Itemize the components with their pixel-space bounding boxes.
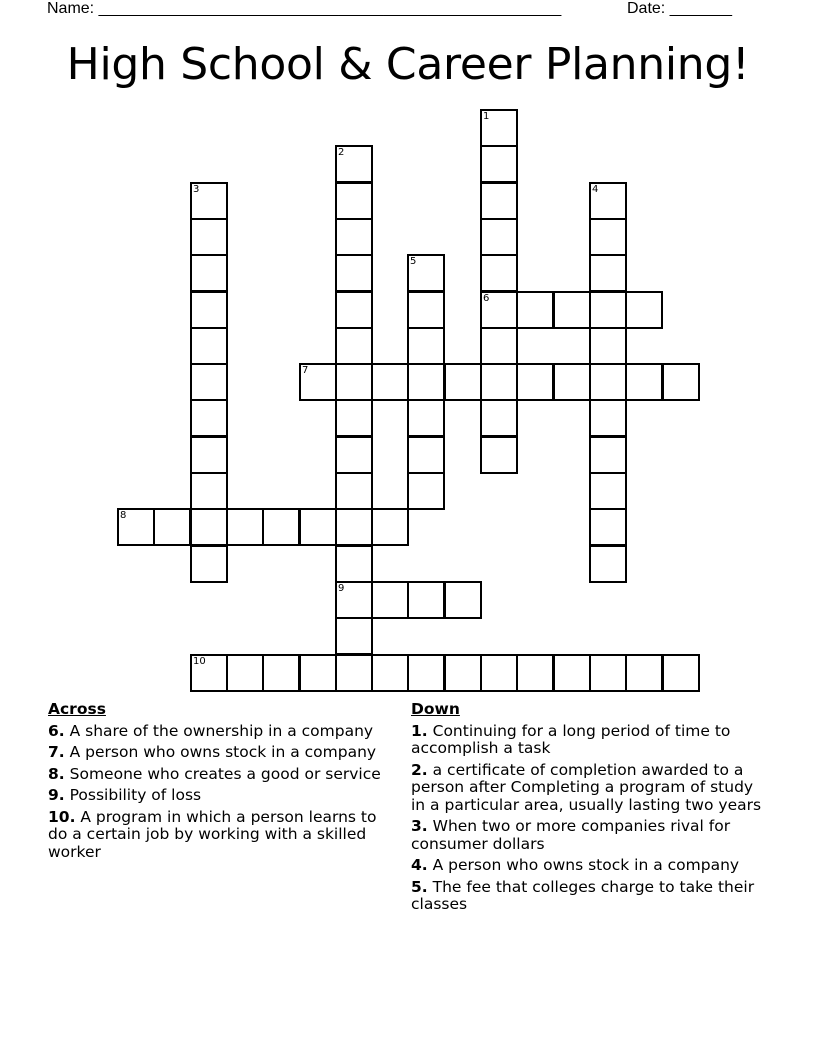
- crossword-cell[interactable]: [335, 545, 373, 583]
- across-clues: [48, 701, 398, 865]
- crossword-cell[interactable]: [625, 291, 663, 329]
- crossword-cell[interactable]: [407, 363, 445, 401]
- crossword-cell[interactable]: [299, 508, 337, 546]
- down-heading: Down: [411, 700, 460, 718]
- crossword-cell[interactable]: [662, 363, 700, 401]
- clue-number: 5: [410, 256, 417, 267]
- crossword-cell[interactable]: [625, 654, 663, 692]
- crossword-cell[interactable]: [407, 654, 445, 692]
- crossword-cell[interactable]: [335, 182, 373, 220]
- clue-across-8: 8. Someone who creates a good or service: [48, 764, 381, 783]
- clue-across-9: 9. Possibility of loss: [48, 786, 202, 804]
- crossword-cell[interactable]: [407, 399, 445, 437]
- clue-number: 3: [193, 184, 200, 195]
- crossword-cell[interactable]: [335, 654, 373, 692]
- crossword-cell[interactable]: [262, 508, 300, 546]
- crossword-cell[interactable]: [190, 472, 228, 510]
- crossword-cell[interactable]: [589, 327, 627, 365]
- crossword-cell[interactable]: [190, 399, 228, 437]
- crossword-cell[interactable]: [480, 218, 518, 256]
- crossword-cell[interactable]: [335, 363, 373, 401]
- crossword-cell[interactable]: [444, 654, 482, 692]
- clue-down-4: 4. A person who owns stock in a company: [411, 856, 740, 874]
- crossword-cell[interactable]: [589, 508, 627, 546]
- clue-number: 1: [483, 111, 490, 122]
- crossword-cell[interactable]: [262, 654, 300, 692]
- page-title: High School & Career Planning!: [66, 39, 750, 90]
- crossword-cell[interactable]: [589, 254, 627, 292]
- crossword-cell[interactable]: [625, 363, 663, 401]
- clue-number: 9: [338, 583, 345, 594]
- crossword-cell[interactable]: [190, 254, 228, 292]
- crossword-cell[interactable]: [553, 363, 591, 401]
- crossword-cell[interactable]: [407, 581, 445, 619]
- crossword-cell[interactable]: [335, 218, 373, 256]
- crossword-cell[interactable]: [335, 327, 373, 365]
- clue-number: 7: [302, 365, 309, 376]
- crossword-cell[interactable]: [299, 363, 337, 401]
- clue-across-7: 7. A person who owns stock in a company: [48, 743, 377, 761]
- crossword-cell[interactable]: [335, 254, 373, 292]
- crossword-cell[interactable]: [444, 363, 482, 401]
- crossword-cell[interactable]: [190, 182, 228, 220]
- crossword-cell[interactable]: [444, 581, 482, 619]
- crossword-cell[interactable]: [553, 291, 591, 329]
- name-field-label: Name: ____________________________________________________: [47, 0, 562, 17]
- clue-number: 8: [120, 510, 127, 521]
- crossword-cell[interactable]: [407, 436, 445, 474]
- crossword-cell[interactable]: [371, 654, 409, 692]
- clue-down-2: 2. a certificate of completion awarded to a person after Completing a program of study in a particular area, usually lasting two years: [411, 760, 762, 814]
- crossword-cell[interactable]: [190, 545, 228, 583]
- clue-number: 6: [483, 293, 490, 304]
- crossword-cell[interactable]: [589, 545, 627, 583]
- crossword-cell[interactable]: [662, 654, 700, 692]
- across-heading: Across: [48, 700, 106, 718]
- crossword-cell[interactable]: [226, 508, 264, 546]
- clue-down-3: 3. When two or more companies rival for consumer dollars: [411, 817, 731, 853]
- crossword-cell[interactable]: [480, 436, 518, 474]
- crossword-cell[interactable]: [480, 327, 518, 365]
- crossword-cell[interactable]: [589, 218, 627, 256]
- crossword-cell[interactable]: [589, 363, 627, 401]
- crossword-cell[interactable]: [190, 654, 228, 692]
- crossword-cell[interactable]: [480, 145, 518, 183]
- crossword-cell[interactable]: [480, 363, 518, 401]
- crossword-cell[interactable]: [480, 109, 518, 147]
- crossword-cell[interactable]: [407, 291, 445, 329]
- crossword-cell[interactable]: [480, 399, 518, 437]
- clue-across-6: 6. A share of the ownership in a company: [48, 721, 374, 740]
- down-clues: [411, 701, 769, 918]
- crossword-cell[interactable]: [335, 617, 373, 655]
- crossword-cell[interactable]: [335, 472, 373, 510]
- crossword-cell[interactable]: [407, 327, 445, 365]
- crossword-cell[interactable]: [371, 581, 409, 619]
- crossword-cell[interactable]: [335, 291, 373, 329]
- crossword-cell[interactable]: [589, 654, 627, 692]
- date-field-label: Date: _______: [627, 0, 732, 17]
- crossword-cell[interactable]: [516, 654, 554, 692]
- crossword-cell[interactable]: [190, 363, 228, 401]
- crossword-cell[interactable]: [190, 508, 228, 546]
- crossword-cell[interactable]: [480, 182, 518, 220]
- crossword-cell[interactable]: [226, 654, 264, 692]
- crossword-cell[interactable]: [371, 508, 409, 546]
- crossword-cell[interactable]: [153, 508, 191, 546]
- crossword-cell[interactable]: [407, 254, 445, 292]
- crossword-cell[interactable]: [516, 363, 554, 401]
- crossword-cell[interactable]: [589, 436, 627, 474]
- crossword-cell[interactable]: [117, 508, 155, 546]
- crossword-cell[interactable]: [589, 472, 627, 510]
- crossword-cell[interactable]: [190, 436, 228, 474]
- crossword-cell[interactable]: [190, 218, 228, 256]
- crossword-cell[interactable]: [480, 291, 518, 329]
- crossword-cell[interactable]: [480, 654, 518, 692]
- clue-down-1: 1. Continuing for a long period of time to accomplish a task: [411, 721, 731, 757]
- clue-number: 2: [338, 147, 345, 158]
- crossword-cell[interactable]: [589, 399, 627, 437]
- crossword-cell[interactable]: [190, 291, 228, 329]
- crossword-cell[interactable]: [190, 327, 228, 365]
- crossword-cell[interactable]: [299, 654, 337, 692]
- clue-number: 10: [193, 656, 206, 667]
- crossword-cell[interactable]: [589, 182, 627, 220]
- crossword-cell[interactable]: [335, 508, 373, 546]
- clue-across-10: 10. A program in which a person learns to do a certain job by working with a skilled worker: [48, 807, 377, 861]
- crossword-cell[interactable]: [407, 472, 445, 510]
- crossword-cell[interactable]: [335, 581, 373, 619]
- crossword-cell[interactable]: [589, 291, 627, 329]
- crossword-cell[interactable]: [480, 254, 518, 292]
- crossword-cell[interactable]: [335, 436, 373, 474]
- crossword-cell[interactable]: [335, 145, 373, 183]
- crossword-cell[interactable]: [335, 399, 373, 437]
- clue-number: 4: [592, 184, 599, 195]
- clue-down-5: 5. The fee that colleges charge to take their classes: [411, 877, 755, 913]
- crossword-cell[interactable]: [516, 291, 554, 329]
- crossword-cell[interactable]: [371, 363, 409, 401]
- crossword-cell[interactable]: [553, 654, 591, 692]
